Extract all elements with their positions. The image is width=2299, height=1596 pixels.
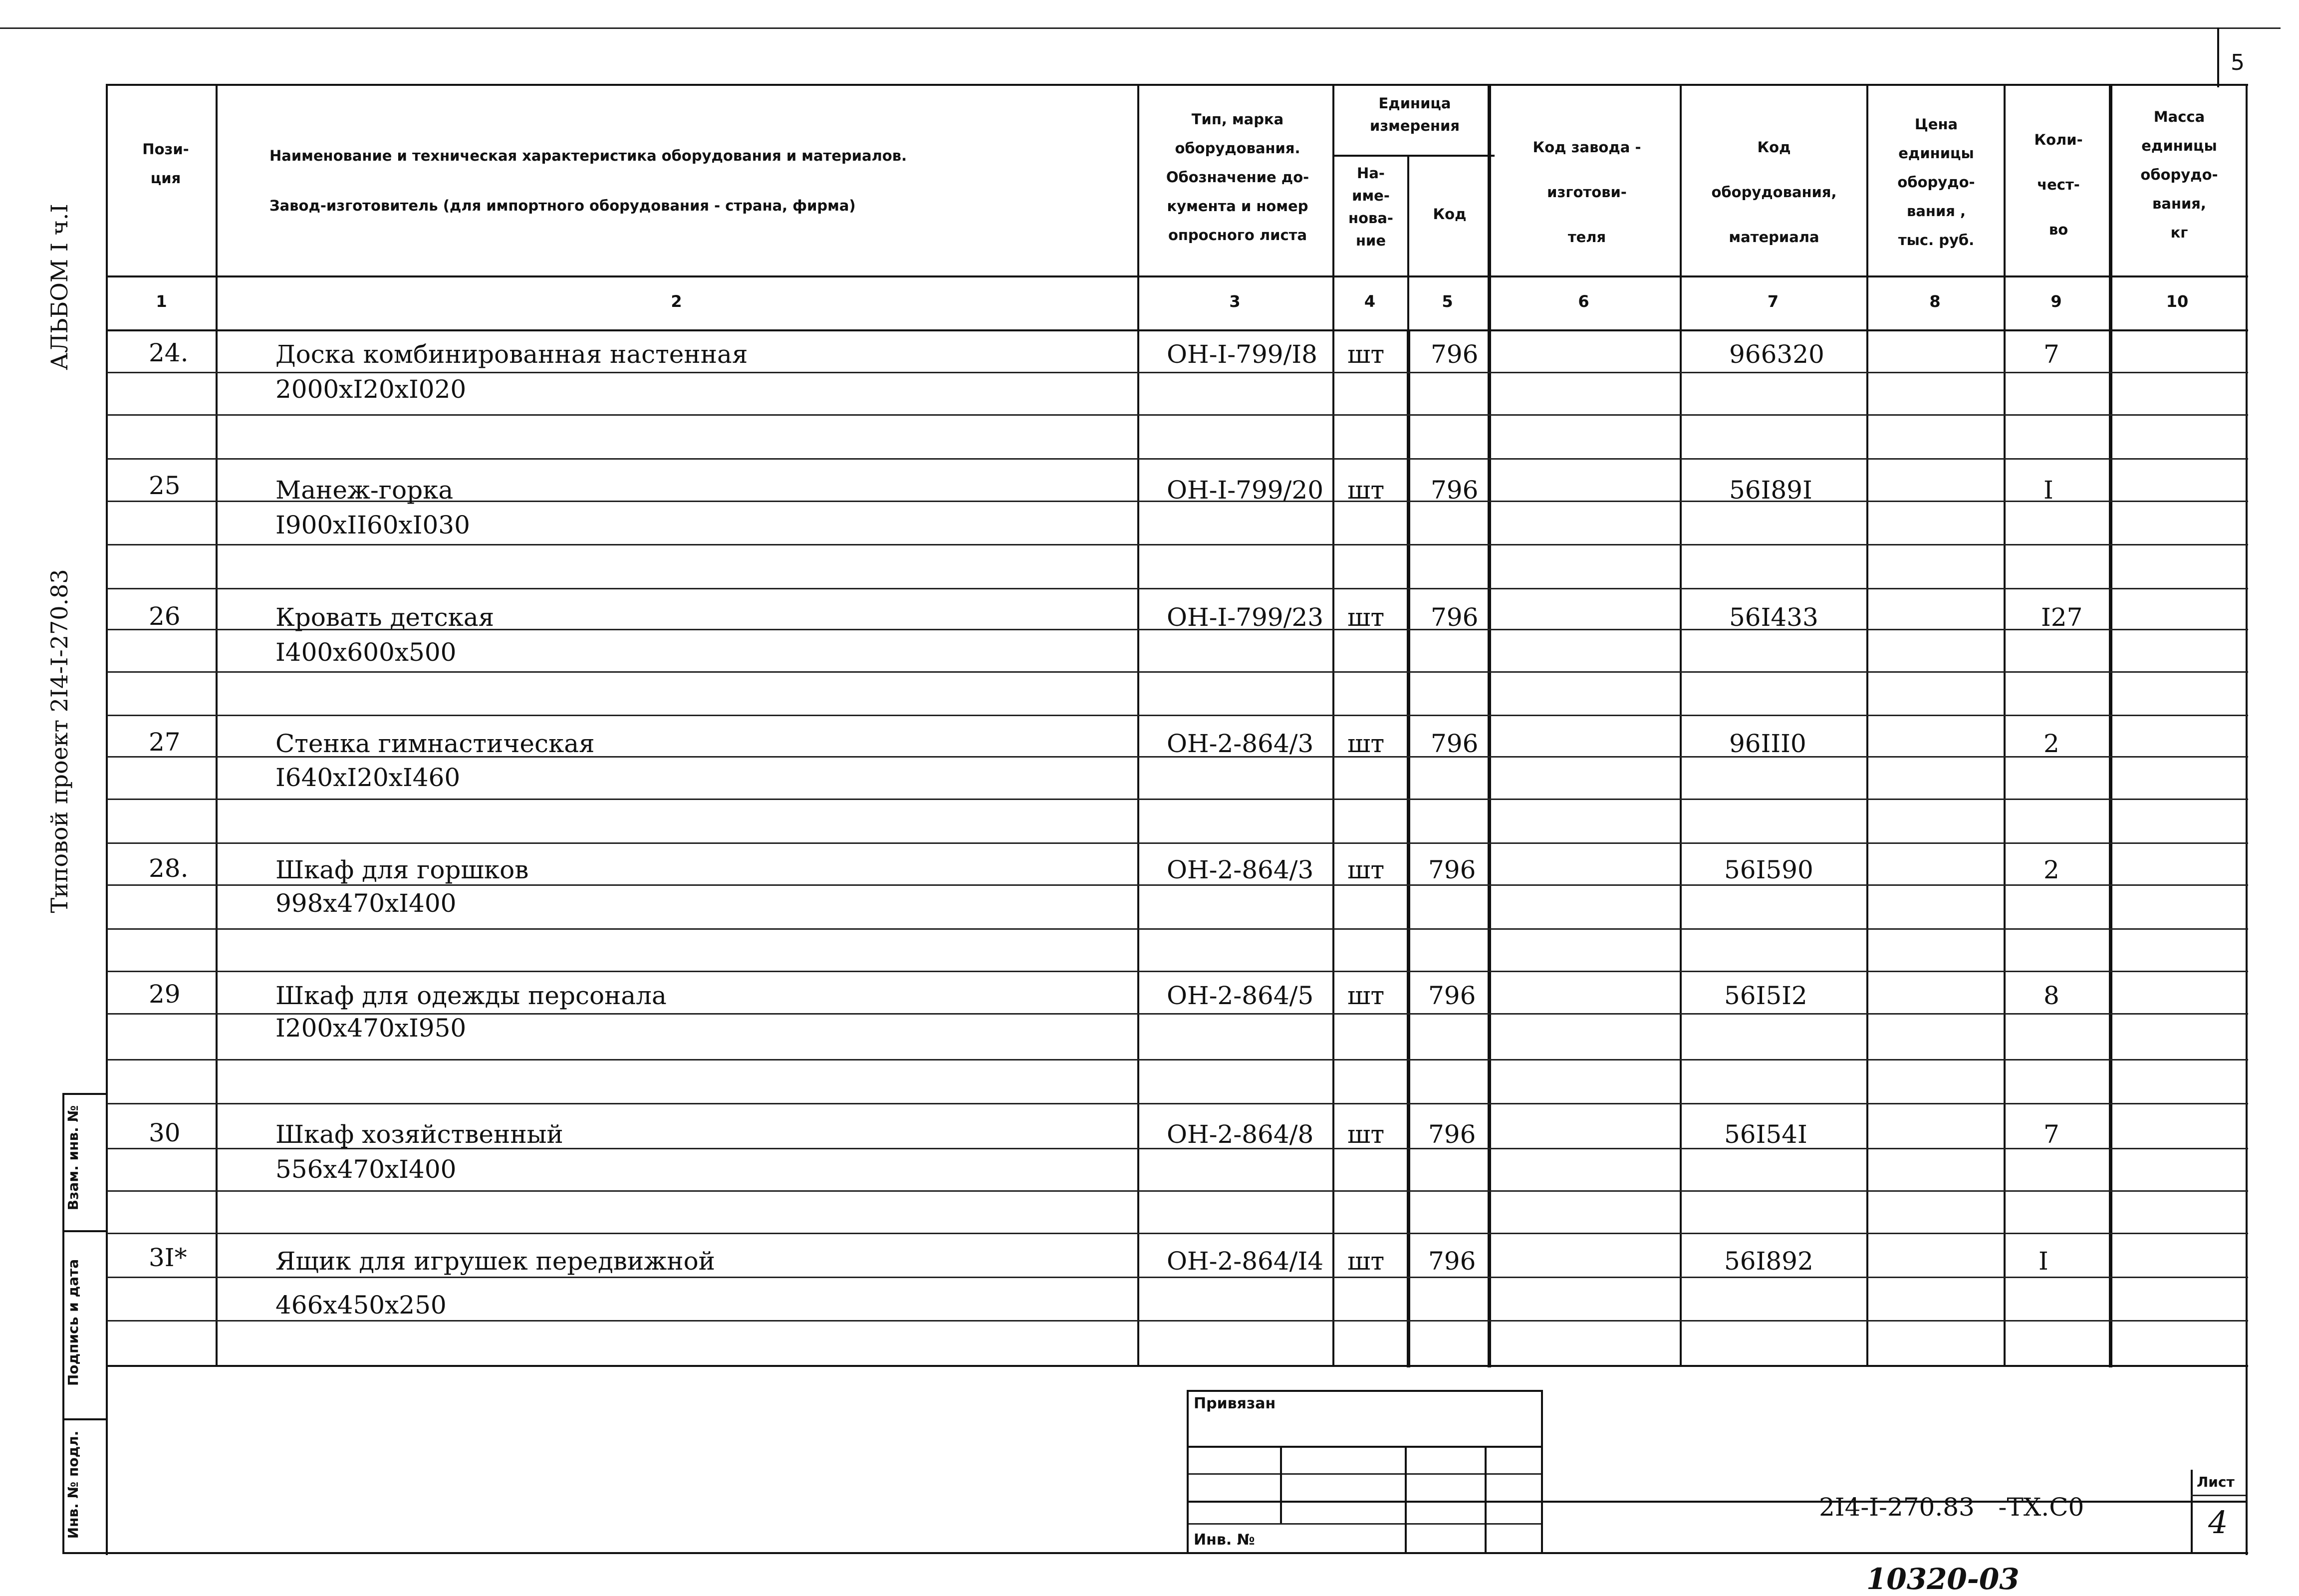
header-equipment-code: Код оборудования, материала [1711, 139, 1837, 246]
row-position: 25 [149, 471, 181, 500]
header-price: Цена единицы оборудо- вания , тыс. руб. [1897, 116, 1975, 249]
row-quantity: 2 [2044, 855, 2059, 884]
row-unit-code: 796 [1431, 340, 1479, 369]
row-position: 27 [149, 728, 181, 757]
row-dimensions: 2000xI20xI020 [275, 375, 467, 404]
row-unit: шт [1347, 981, 1385, 1010]
header-type: Тип, марка оборудования. Обозначение до- кумента и номер опросного листа [1166, 111, 1309, 244]
row-equipment-code: 966320 [1729, 340, 1824, 369]
corner-page-number: 5 [2231, 50, 2245, 75]
row-position: 24. [149, 338, 189, 367]
row-unit: шт [1347, 1120, 1385, 1149]
sheet-number: 4 [2208, 1504, 2228, 1541]
inv-original-label: Инв. № подл. [65, 1430, 81, 1539]
row-quantity: 7 [2044, 340, 2059, 369]
row-dimensions: I640xI20xI460 [275, 763, 461, 792]
header-factory-code: Код завода - изготови- теля [1533, 139, 1641, 246]
row-dimensions: 998x470xI400 [275, 889, 457, 918]
header-unit-name: На- име- нова- ние [1348, 165, 1393, 249]
row-unit-code: 796 [1431, 476, 1479, 505]
row-dimensions: 466x450x250 [275, 1291, 447, 1320]
row-unit-code: 796 [1428, 1247, 1476, 1276]
row-position: 3I* [149, 1243, 187, 1272]
row-position: 30 [149, 1118, 181, 1147]
row-equipment-code: 96III0 [1729, 729, 1806, 758]
row-name: Стенка гимнастическая [275, 729, 595, 758]
row-unit: шт [1347, 855, 1385, 884]
header-position: Пози- ция [142, 141, 189, 187]
column-number: 10 [2166, 292, 2189, 311]
column-number: 8 [1929, 292, 1941, 311]
header-unit-code: Код [1433, 206, 1467, 223]
row-document: ОН-I-799/20 [1167, 476, 1324, 505]
row-position: 29 [149, 980, 181, 1009]
column-number: 7 [1767, 292, 1779, 311]
bound-label: Привязан [1194, 1395, 1276, 1412]
row-name: Шкаф для одежды персонала [275, 981, 667, 1010]
row-quantity: 7 [2044, 1120, 2059, 1149]
album-label: АЛЬБОМ I ч.I [46, 204, 73, 370]
row-unit: шт [1347, 340, 1385, 369]
row-equipment-code: 56I5I2 [1724, 981, 1807, 1010]
row-document: ОН-2-864/8 [1167, 1120, 1314, 1149]
row-document: ОН-I-799/I8 [1167, 340, 1317, 369]
column-number: 1 [156, 292, 167, 311]
column-number: 2 [671, 292, 682, 311]
row-document: ОН-2-864/3 [1167, 729, 1314, 758]
header-name: Наименование и техническая характеристика оборудования и материалов. Завод-изготовитель (для импортного оборудования - страна, фирма) [269, 147, 907, 214]
row-equipment-code: 56I590 [1724, 855, 1813, 884]
row-quantity: I [2044, 476, 2053, 505]
row-position: 26 [149, 602, 181, 631]
row-unit-code: 796 [1428, 855, 1476, 884]
row-unit-code: 796 [1428, 981, 1476, 1010]
sheet-label: Лист [2197, 1474, 2235, 1490]
row-unit-code: 796 [1431, 603, 1479, 632]
row-name: Манеж-горка [275, 476, 454, 505]
column-number: 3 [1229, 292, 1241, 311]
row-position: 28. [149, 854, 189, 883]
row-unit-code: 796 [1431, 729, 1479, 758]
sign-date-label: Подпись и дата [65, 1259, 81, 1386]
row-dimensions: I400x600x500 [275, 638, 457, 667]
row-unit: шт [1347, 603, 1385, 632]
row-equipment-code: 56I54I [1724, 1120, 1807, 1149]
header-unit-group: Единица измерения [1370, 95, 1460, 134]
row-dimensions: 556x470xI400 [275, 1155, 457, 1184]
replace-inv-label: Взам. инв. № [65, 1105, 81, 1211]
column-number: 4 [1364, 292, 1376, 311]
row-equipment-code: 56I89I [1729, 476, 1812, 505]
row-quantity: I [2039, 1247, 2048, 1276]
row-unit: шт [1347, 1247, 1385, 1276]
row-document: ОН-2-864/3 [1167, 855, 1314, 884]
row-document: ОН-2-864/5 [1167, 981, 1314, 1010]
row-quantity: 8 [2044, 981, 2059, 1010]
row-quantity: 2 [2044, 729, 2059, 758]
row-name: Доска комбинированная настенная [275, 340, 748, 369]
row-unit: шт [1347, 729, 1385, 758]
document-designation: 2I4-I-270.83 -ТХ.С0 [1819, 1493, 2084, 1522]
column-number: 9 [2050, 292, 2062, 311]
row-name: Кровать детская [275, 603, 495, 632]
row-name: Шкаф хозяйственный [275, 1120, 563, 1149]
row-unit: шт [1347, 476, 1385, 505]
archive-number: 10320-03 [1866, 1562, 2020, 1596]
column-number: 5 [1442, 292, 1453, 311]
header-quantity: Коли- чест- во [2034, 131, 2083, 238]
project-label: Типовой проект 2I4-I-270.83 [46, 569, 73, 913]
row-document: ОН-2-864/I4 [1167, 1247, 1324, 1276]
row-equipment-code: 56I892 [1724, 1247, 1813, 1276]
column-number: 6 [1578, 292, 1589, 311]
row-equipment-code: 56I433 [1729, 603, 1818, 632]
header-mass: Масса единицы оборудо- вания, кг [2140, 108, 2218, 241]
row-name: Ящик для игрушек передвижной [275, 1247, 716, 1276]
row-name: Шкаф для горшков [275, 855, 529, 884]
row-quantity: I27 [2041, 603, 2083, 632]
inv-label: Инв. № [1194, 1531, 1255, 1549]
row-document: ОН-I-799/23 [1167, 603, 1324, 632]
row-unit-code: 796 [1428, 1120, 1476, 1149]
row-dimensions: I900xII60xI030 [275, 511, 470, 539]
row-dimensions: I200x470xI950 [275, 1014, 467, 1043]
